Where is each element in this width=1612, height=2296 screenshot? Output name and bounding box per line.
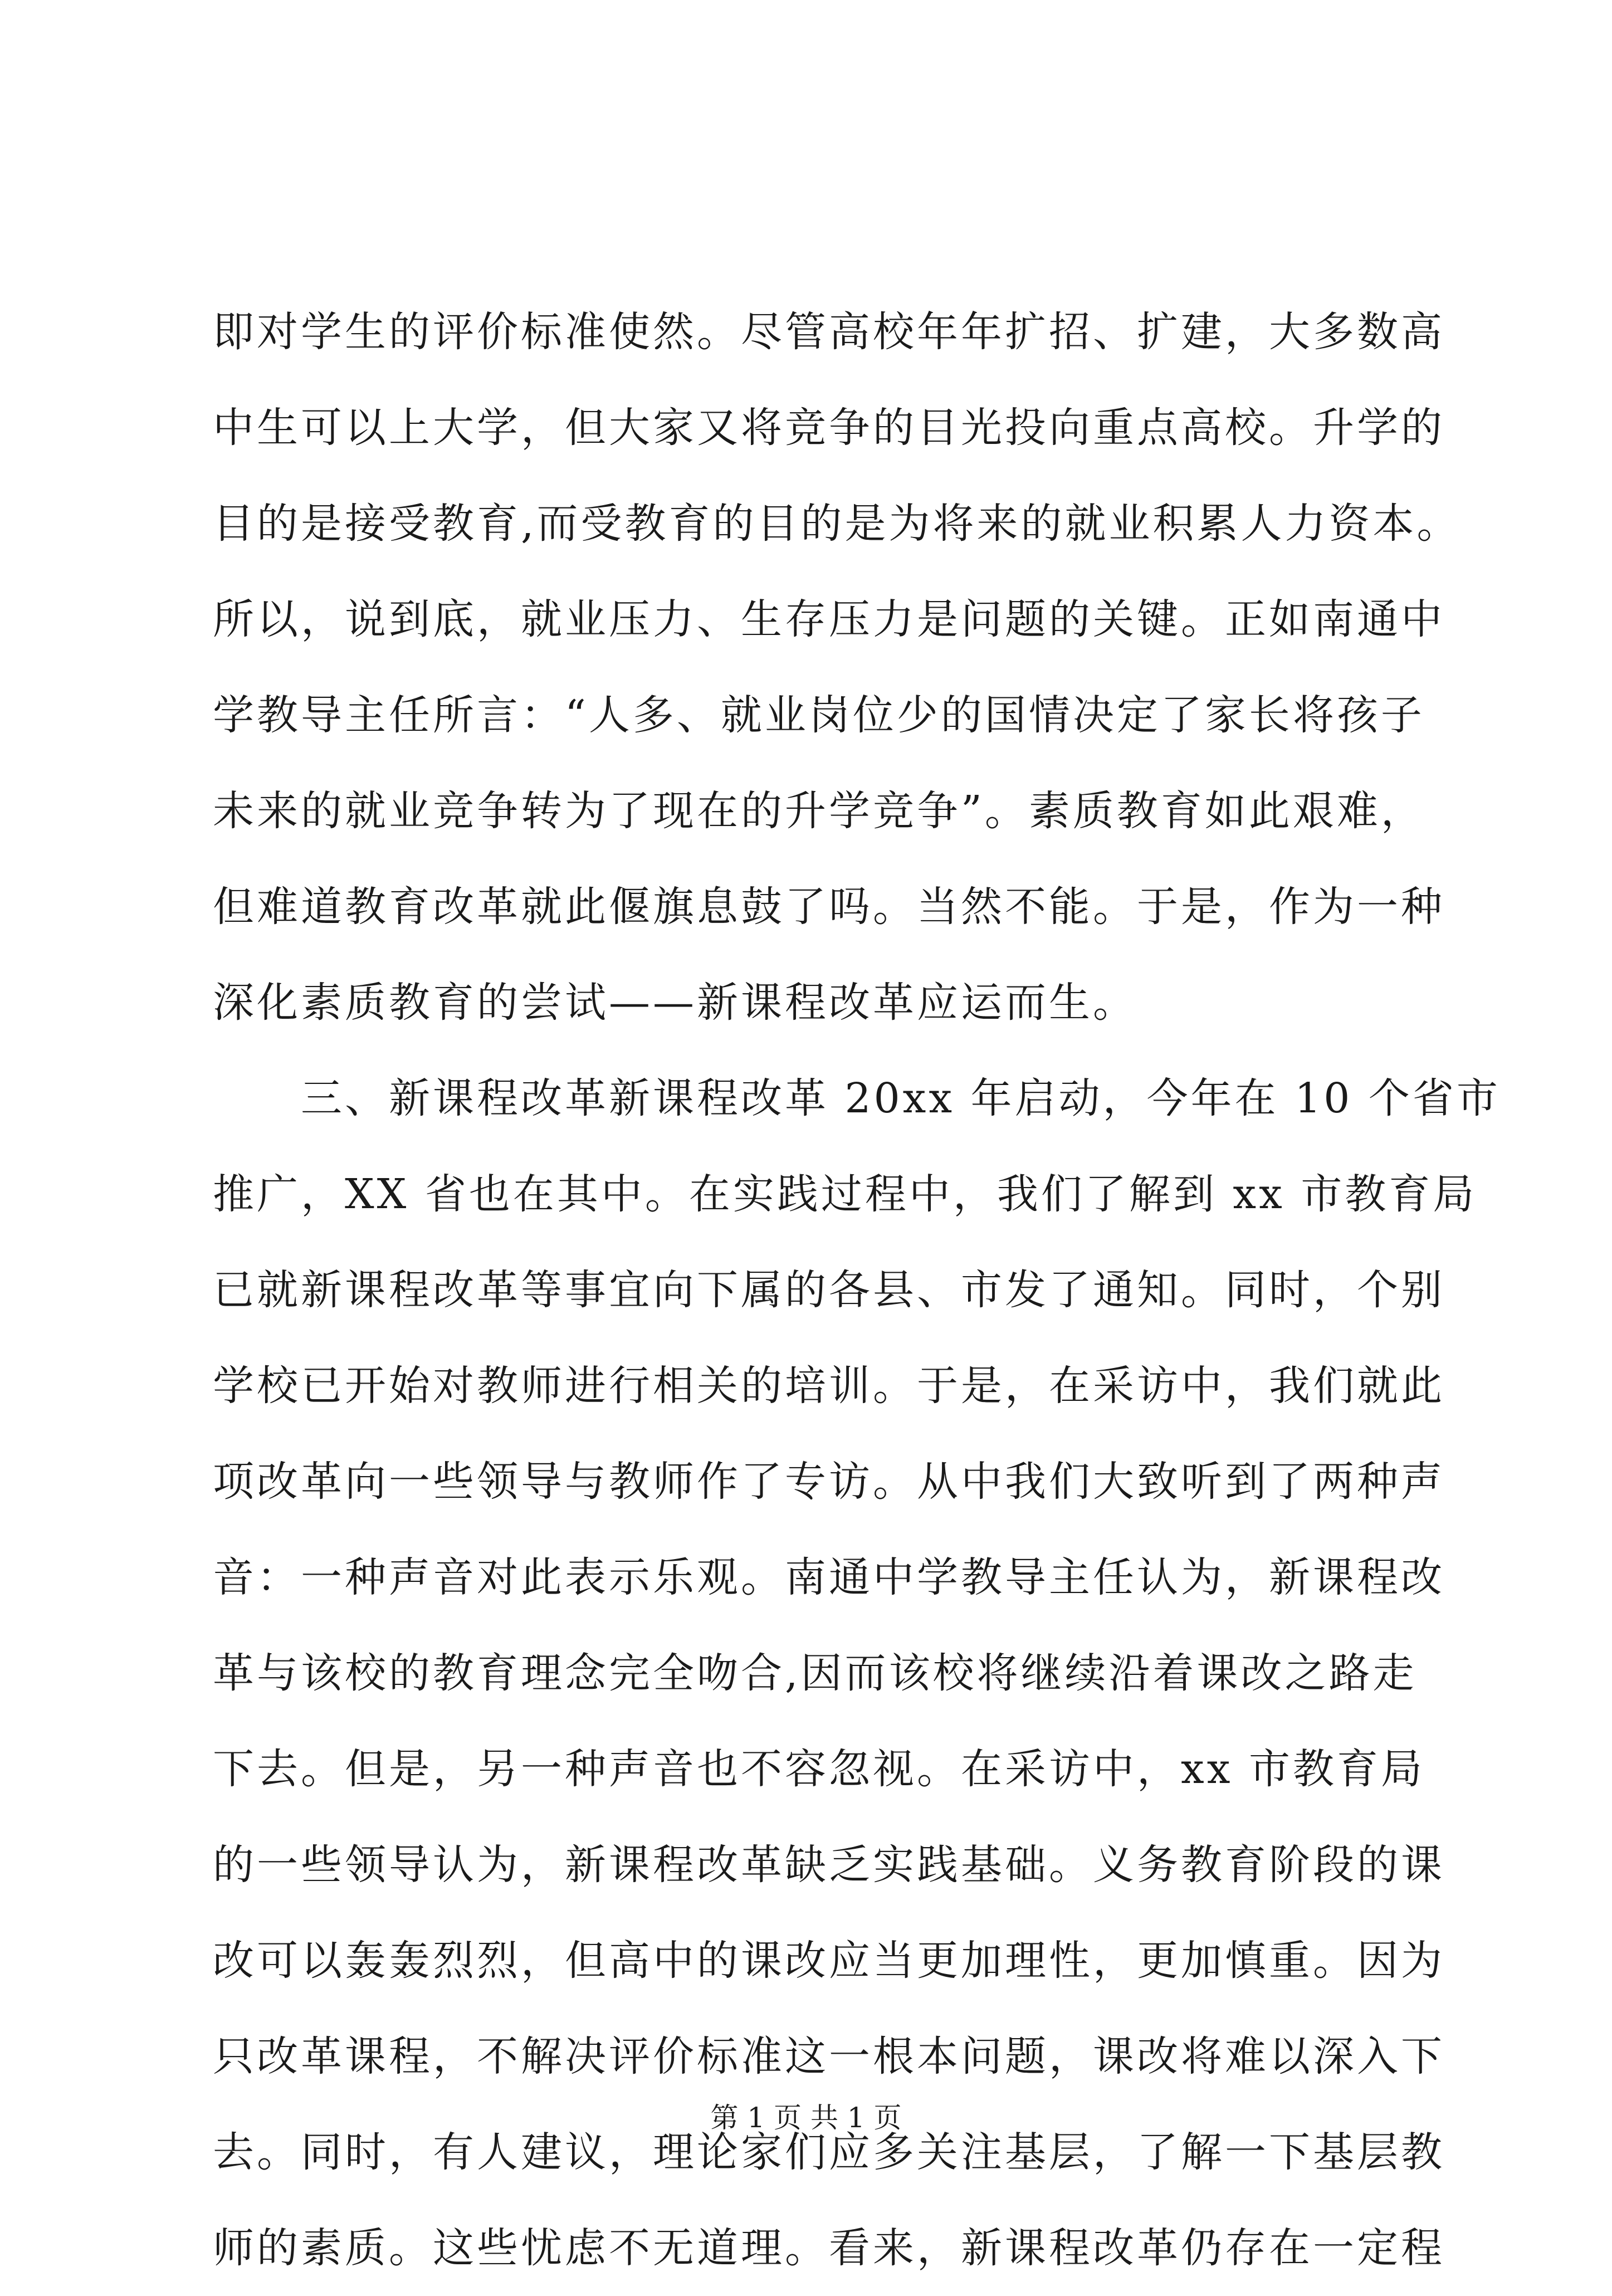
text-line: 去。同时，有人建议，理论家们应多关注基层，了解一下基层教 <box>213 2128 1445 2176</box>
text-line: 下去。但是，另一种声音也不容忽视。在采访中，xx 市教育局 <box>213 1745 1425 1793</box>
text-line: 师的素质。这些忧虑不无道理。看来，新课程改革仍存在一定程 <box>213 2224 1445 2272</box>
text-line: 学教导主任所言：“人多、就业岗位少的国情决定了家长将孩子 <box>213 691 1425 739</box>
body-text <box>213 284 1501 2296</box>
text-line: 深化素质教育的尝试——新课程改革应运而生。 <box>213 979 1137 1027</box>
text-line: 所以，说到底，就业压力、生存压力是问题的关键。正如南通中 <box>213 595 1445 643</box>
text-line: 音：一种声音对此表示乐观。南通中学教导主任认为，新课程改 <box>213 1554 1445 1601</box>
text-line: 的一些领导认为，新课程改革缺乏实践基础。义务教育阶段的课 <box>213 1841 1445 1889</box>
text-line: 项改革向一些领导与教师作了专访。从中我们大致听到了两种声 <box>213 1458 1445 1506</box>
text-line: 已就新课程改革等事宜向下属的各县、市发了通知。同时，个别 <box>213 1266 1445 1314</box>
text-line: 即对学生的评价标准使然。尽管高校年年扩招、扩建，大多数高 <box>213 308 1445 356</box>
text-line: 推广，XX 省也在其中。在实践过程中，我们了解到 xx 市教育局 <box>213 1170 1477 1218</box>
section-heading-line: 三、新课程改革新课程改革 20xx 年启动，今年在 10 个省市 <box>301 1074 1501 1122</box>
text-line: 改可以轰轰烈烈，但高中的课改应当更加理性，更加慎重。因为 <box>213 1937 1445 1985</box>
text-line: 目的是接受教育,而受教育的目的是为将来的就业积累人力资本。 <box>213 500 1461 548</box>
text-line: 但难道教育改革就此偃旗息鼓了吗。当然不能。于是，作为一种 <box>213 883 1445 931</box>
text-line: 革与该校的教育理念完全吻合,因而该校将继续沿着课改之路走 <box>213 1649 1417 1697</box>
text-line: 只改革课程，不解决评价标准这一根本问题，课改将难以深入下 <box>213 2033 1445 2080</box>
text-line: 中生可以上大学，但大家又将竞争的目光投向重点高校。升学的 <box>213 404 1445 452</box>
text-line: 未来的就业竞争转为了现在的升学竞争”。素质教育如此艰难， <box>213 787 1425 835</box>
page-number-footer: 第 1 页 共 1 页 <box>710 2102 902 2134</box>
text-line: 学校已开始对教师进行相关的培训。于是，在采访中，我们就此 <box>213 1362 1445 1410</box>
